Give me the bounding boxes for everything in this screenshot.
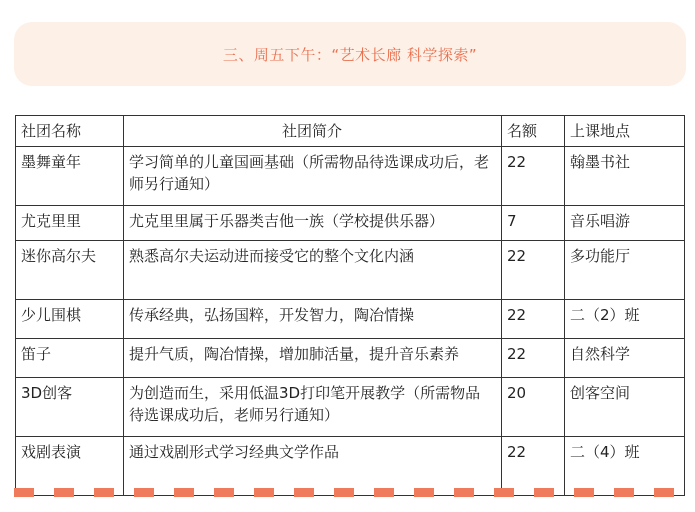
club-intro: 传承经典，弘扬国粹，开发智力，陶冶情操 (124, 300, 502, 339)
club-intro: 提升气质，陶冶情操，增加肺活量，提升音乐素养 (124, 339, 502, 378)
club-name: 3D创客 (16, 378, 124, 437)
header-location: 上课地点 (565, 116, 685, 147)
club-location: 二（4）班 (565, 437, 685, 496)
club-quota: 22 (502, 339, 565, 378)
club-quota: 7 (502, 206, 565, 241)
table-header-row (16, 116, 685, 147)
table-row (16, 339, 685, 378)
club-intro: 学习简单的儿童国画基础（所需物品待选课成功后，老师另行通知） (124, 147, 502, 206)
club-name: 迷你高尔夫 (16, 241, 124, 300)
header-club-intro: 社团简介 (124, 116, 502, 147)
club-quota: 20 (502, 378, 565, 437)
club-name: 墨舞童年 (16, 147, 124, 206)
club-quota: 22 (502, 437, 565, 496)
club-quota: 22 (502, 241, 565, 300)
dashed-divider (14, 488, 686, 497)
club-table (15, 115, 685, 496)
club-intro: 通过戏剧形式学习经典文学作品 (124, 437, 502, 496)
club-location: 音乐唱游 (565, 206, 685, 241)
club-intro: 熟悉高尔夫运动进而接受它的整个文化内涵 (124, 241, 502, 300)
club-intro: 尤克里里属于乐器类吉他一族（学校提供乐器） (124, 206, 502, 241)
header-club-name: 社团名称 (16, 116, 124, 147)
section-title: 三、周五下午：“艺术长廊 科学探索” (222, 45, 478, 64)
club-location: 二（2）班 (565, 300, 685, 339)
club-name: 戏剧表演 (16, 437, 124, 496)
club-quota: 22 (502, 300, 565, 339)
club-location: 创客空间 (565, 378, 685, 437)
club-location: 翰墨书社 (565, 147, 685, 206)
table-row (16, 241, 685, 300)
club-name: 笛子 (16, 339, 124, 378)
table-row (16, 437, 685, 496)
club-location: 多功能厅 (565, 241, 685, 300)
header-quota: 名额 (502, 116, 565, 147)
club-location: 自然科学 (565, 339, 685, 378)
table-row (16, 378, 685, 437)
club-quota: 22 (502, 147, 565, 206)
table-row (16, 206, 685, 241)
club-name: 尤克里里 (16, 206, 124, 241)
section-banner (14, 22, 686, 86)
table-row (16, 147, 685, 206)
table-row (16, 300, 685, 339)
club-name: 少儿围棋 (16, 300, 124, 339)
club-intro: 为创造而生，采用低温3D打印笔开展教学（所需物品待选课成功后，老师另行通知） (124, 378, 502, 437)
